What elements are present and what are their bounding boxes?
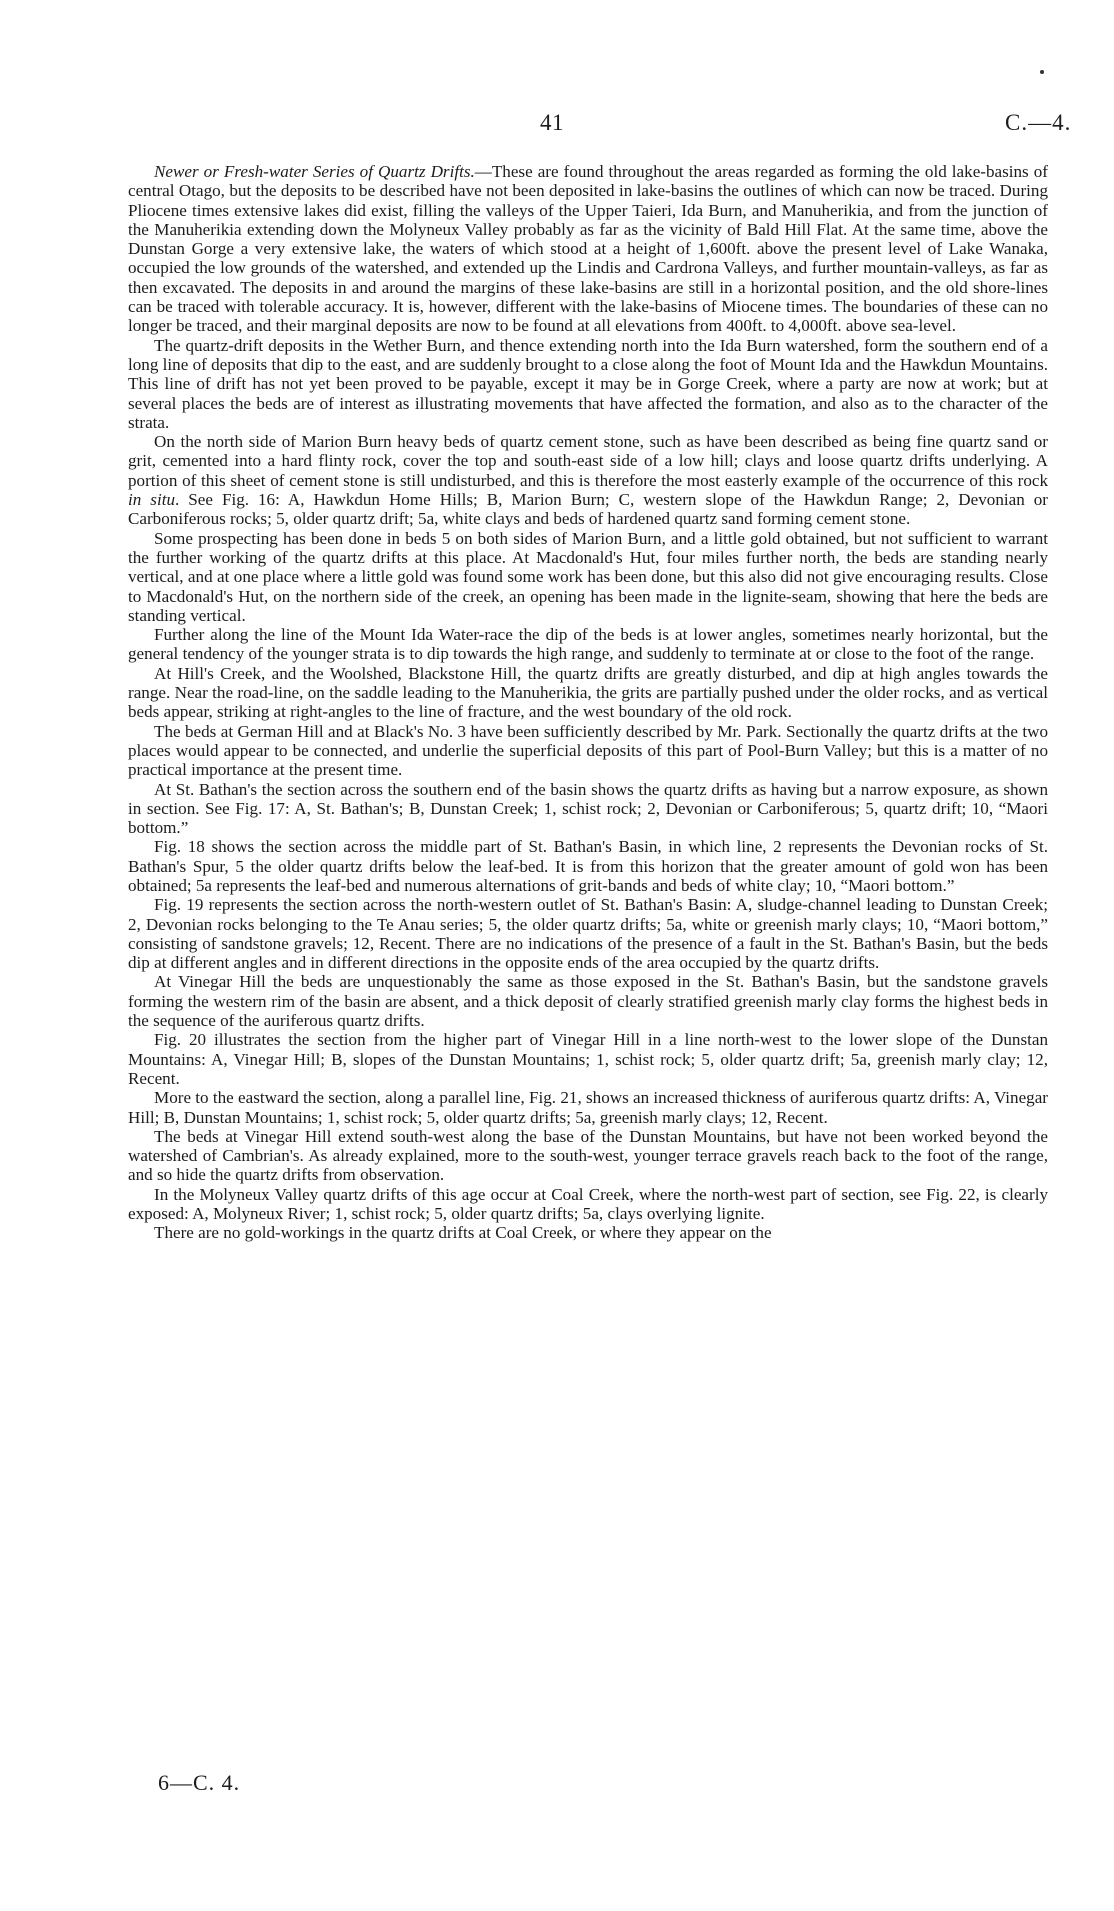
paragraph-14: The beds at Vinegar Hill extend south-west along the base of the Dunstan Mountains, but have not been worked beyond the watershed of Cambrian's. As already explained, more to the south-west, younger terrace gravels reach back to the foot of the range, and so hide the quartz drifts from observation. xyxy=(128,1126,1048,1185)
section-heading: Newer or Fresh-water Series of Quartz Drifts. xyxy=(154,162,475,181)
paragraph-10: Fig. 19 represents the section across the north-western outlet of St. Bathan's Basin: A, sludge-channel leading to Dunstan Creek; 2, Devonian rocks belonging to the Te Anau series; 5, the older quartz drifts; 5a, white or greenish marly clays; 10, “Maori bottom,” consisting of sandstone gravels; 12, Recent. There are no indications of the presence of a fault in the St. Bathan's Basin, but the beds dip at different angles and in different directions in the opposite ends of the area occupied by the quartz drifts. xyxy=(128,895,1048,973)
body-text xyxy=(128,162,1048,1243)
paragraph-15: In the Molyneux Valley quartz drifts of this age occur at Coal Creek, where the north-west part of section, see Fig. 22, is clearly exposed: A, Molyneux River; 1, schist rock; 5, older quartz drifts; 5a, clays overlying lignite. xyxy=(128,1184,1048,1224)
paragraph-12: Fig. 20 illustrates the section from the higher part of Vinegar Hill in a line north-west to the lower slope of the Dunstan Mountains: A, Vinegar Hill; B, slopes of the Dunstan Mountains; 1, schist rock; 5, older quartz drift; 5a, greenish marly clay; 12, Recent. xyxy=(128,1030,1048,1088)
printer-mark xyxy=(1040,70,1044,74)
paragraph-8: At St. Bathan's the section across the southern end of the basin shows the quartz drifts as having but a narrow exposure, as shown in section. See Fig. 17: A, St. Bathan's; B, Dunstan Creek; 1, schist rock; 2, Devonian or Carboniferous; 5, quartz drift; 10, “Maori bottom.” xyxy=(128,779,1048,838)
document-code: C.—4. xyxy=(1005,110,1072,135)
paragraph-2: The quartz-drift deposits in the Wether Burn, and thence extending north into the Ida Burn watershed, form the southern end of a long line of deposits that dip to the east, and are suddenly brought to a close along the foot of Mount Ida and the Hawkdun Mountains. This line of drift has not yet been proved to be payable, except it may be in Gorge Creek, where a party are now at work; but at several places the beds are of interest as illustrating movements that have affected the formation, and also as to the character of the strata. xyxy=(128,335,1048,432)
paragraph-4: Some prospecting has been done in beds 5 on both sides of Marion Burn, and a little gold obtained, but not sufficient to warrant the further working of the quartz drifts at this place. At Macdonald's Hut, four miles further north, the beds are standing nearly vertical, and at one place where a little gold was found some work has been done, but this also did not give encouraging results. Close to Macdonald's Hut, on the northern side of the creek, an opening has been made in the lignite-seam, showing that here the beds are standing vertical. xyxy=(128,528,1048,625)
paragraph-text: —These are found throughout the areas regarded as forming the old lake-basins of central Otago, but the deposits to be described have not been deposited in lake-basins the outlines of which can now be traced. During Pliocene times extensive lakes did exist, filling the valleys of the Upper Taieri, Ida Burn, and Manuherikia, and from the junction of the Manuherikia extending down the Molyneux Valley probably as far as the vicinity of Bald Hill Flat. At the same time, above the Dunstan Gorge a very extensive lake, the waters of which stood at a height of 1,600ft. above the present level of Lake Wanaka, occupied the low grounds of the watershed, and extended up the Lindis and Cardrona Valleys, and further mountain-valleys, as far as then excavated. The deposits in and around the margins of these lake-basins are still in a horizontal position, and the old shore-lines can be traced with tolerable accuracy. It is, however, different with the lake-basins of Miocene times. The boundaries of these can no longer be traced, and their marginal deposits are now to be found at all elevations from 400ft. to 4,000ft. above sea-level. xyxy=(128,162,1048,336)
italic-phrase: in situ xyxy=(128,490,175,510)
paragraph-16: There are no gold-workings in the quartz drifts at Coal Creek, or where they appear on the xyxy=(154,1223,772,1243)
paragraph-11: At Vinegar Hill the beds are unquestionably the same as those exposed in the St. Bathan's Basin, but the sandstone gravels forming the western rim of the basin are absent, and a thick deposit of clearly stratified greenish marly clay forms the highest beds in the sequence of the auriferous quartz drifts. xyxy=(128,972,1048,1031)
paragraph-5: Further along the line of the Mount Ida Water-race the dip of the beds is at lower angles, sometimes nearly horizontal, but the general tendency of the younger strata is to dip towards the high range, and suddenly to terminate at or close to the foot of the range. xyxy=(128,625,1048,664)
paragraph-6: At Hill's Creek, and the Woolshed, Blackstone Hill, the quartz drifts are greatly disturbed, and dip at high angles towards the range. Near the road-line, on the saddle leading to the Manuherikia, the grits are partially pushed under the older rocks, and as vertical beds appear, striking at right-angles to the line of fracture, and the west boundary of the old rock. xyxy=(128,663,1048,722)
paragraph-7: The beds at German Hill and at Black's No. 3 have been sufficiently described by Mr. Park. Sectionally the quartz drifts at the two places would appear to be connected, and underlie the superficial deposits of this part of Pool-Burn Valley; but this is a matter of no practical importance at the present time. xyxy=(128,721,1048,780)
page-number: 41 xyxy=(540,110,564,135)
signature-mark: 6—C. 4. xyxy=(158,1770,241,1795)
paragraph-text-continued: . See Fig. 16: A, Hawkdun Home Hills; B, Marion Burn; C, western slope of the Hawkdun Range; 2, Devonian or Carboniferous rocks; 5, older quartz drift; 5a, white clays and beds of hardened quartz sand forming cement stone. xyxy=(128,490,1048,529)
paragraph-9: Fig. 18 shows the section across the middle part of St. Bathan's Basin, in which line, 2 represents the Devonian rocks of St. Bathan's Spur, 5 the older quartz drifts below the leaf-bed. It is from this horizon that the greater amount of gold won has been obtained; 5a represents the leaf-bed and numerous alternations of grit-bands and beds of white clay; 10, “Maori bottom.” xyxy=(128,837,1048,895)
paragraph-text: On the north side of Marion Burn heavy beds of quartz cement stone, such as have been described as being fine quartz sand or grit, cemented into a hard flinty rock, cover the top and south-east side of a low hill; clays and loose quartz drifts underlying. A portion of this sheet of cement stone is still undisturbed, and this is therefore the most easterly example of the occurrence of this rock xyxy=(128,432,1048,490)
paragraph-1 xyxy=(128,162,1048,336)
paragraph-3 xyxy=(128,432,1048,528)
paragraph-13: More to the eastward the section, along a parallel line, Fig. 21, shows an increased thickness of auriferous quartz drifts: A, Vinegar Hill; B, Dunstan Mountains; 1, schist rock; 5, older quartz drifts; 5a, greenish marly clays; 12, Recent. xyxy=(128,1088,1048,1127)
